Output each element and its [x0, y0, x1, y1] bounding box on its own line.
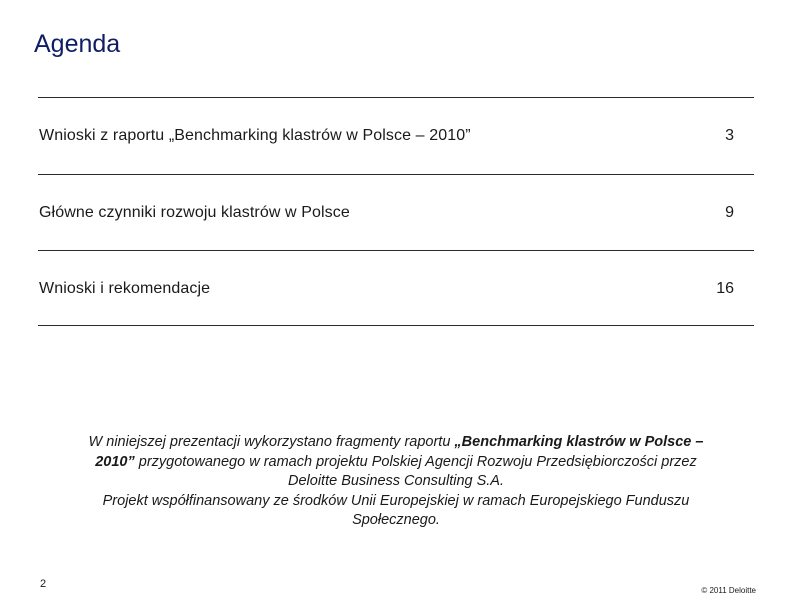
agenda-item[interactable]	[38, 251, 754, 327]
agenda-item-label: Główne czynniki rozwoju klastrów w Polsce	[39, 204, 350, 221]
report-title-bold: 2010”	[95, 453, 135, 470]
agenda-item[interactable]	[38, 175, 754, 251]
note-line: Społecznego.	[352, 512, 440, 528]
note-text: przygotowanego w ramach projektu Polskiej Agencji Rozwoju Przedsiębiorczości przez	[134, 453, 697, 470]
note-line: Deloitte Business Consulting S.A.	[288, 473, 504, 489]
agenda-item-page: 9	[725, 204, 734, 221]
note-line	[50, 433, 742, 453]
report-title-bold: „Benchmarking klastrów w Polsce –	[454, 434, 704, 450]
source-note	[50, 433, 742, 531]
copyright: © 2011 Deloitte	[701, 586, 756, 595]
note-line: Projekt współfinansowany ze środków Unii Europejskiej w ramach Europejskiego Funduszu	[102, 492, 690, 509]
page-number: 2	[40, 578, 47, 590]
agenda-item-label: Wnioski z raportu „Benchmarking klastrów w Polsce – 2010”	[39, 127, 471, 144]
agenda-item-page: 16	[716, 280, 734, 297]
agenda-item-page: 3	[725, 127, 734, 144]
agenda-item-label: Wnioski i rekomendacje	[39, 280, 211, 297]
divider	[38, 325, 754, 326]
note-line	[50, 453, 742, 473]
page-title: Agenda	[34, 30, 121, 58]
agenda-item[interactable]	[38, 98, 754, 174]
note-text: W niniejszej prezentacji wykorzystano fragmenty raportu	[88, 434, 455, 450]
